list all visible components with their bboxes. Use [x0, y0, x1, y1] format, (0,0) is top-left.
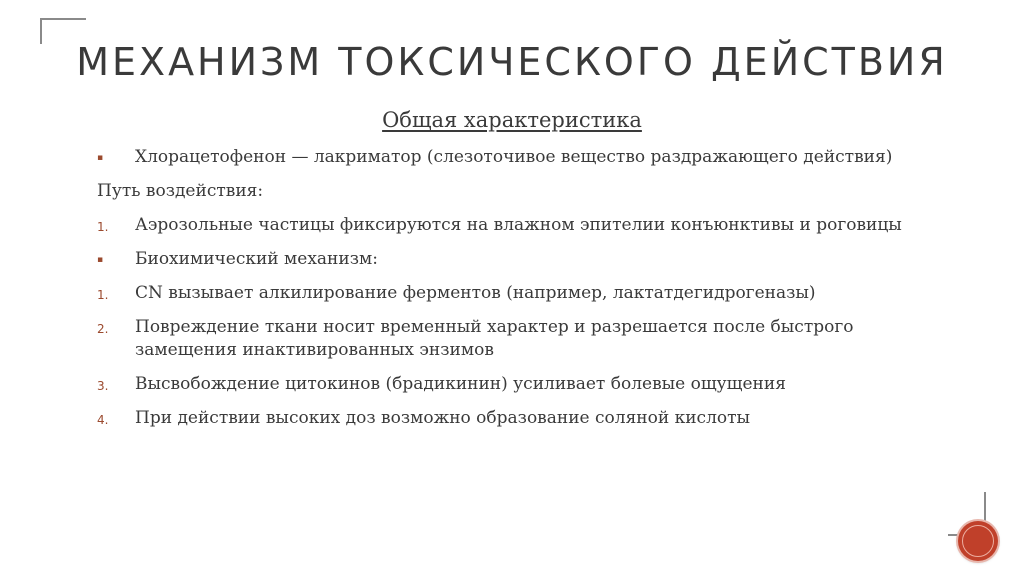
list-number: 1.: [97, 288, 109, 302]
list-item-text: Биохимический механизм:: [135, 249, 378, 269]
list-number: 4.: [97, 413, 109, 427]
list-item: [97, 214, 917, 237]
slide-subtitle: Общая характеристика: [382, 108, 642, 132]
list-item: [97, 407, 917, 430]
list-number: 1.: [97, 220, 109, 234]
bullet-icon: ▪: [97, 153, 104, 163]
list-item: [97, 180, 917, 203]
list-number: 3.: [97, 379, 109, 393]
list-item-text: Повреждение ткани носит временный характер и разрешается после быстрого замещения инактивированных энзимов: [135, 317, 854, 360]
list-item: [97, 282, 917, 305]
list-item: [97, 373, 917, 396]
list-item: [97, 316, 917, 362]
list-item: [97, 146, 917, 169]
list-item-text: При действии высоких доз возможно образование соляной кислоты: [135, 408, 751, 428]
bullet-icon: ▪: [97, 255, 104, 265]
list-item-text: Хлорацетофенон — лакриматор (слезоточивое вещество раздражающего действия): [135, 147, 893, 167]
list-item-text: CN вызывает алкилирование ферментов (например, лактатдегидрогеназы): [135, 283, 816, 303]
content-list: [97, 146, 917, 430]
slide-title: МЕХАНИЗМ ТОКСИЧЕСКОГО ДЕЙСТВИЯ: [76, 40, 948, 84]
list-item-text: Высвобождение цитокинов (брадикинин) усиливает болевые ощущения: [135, 374, 786, 394]
next-slide-button[interactable]: [958, 521, 998, 561]
list-item-text: Путь воздействия:: [97, 181, 264, 201]
list-item-text: Аэрозольные частицы фиксируются на влажном эпителии конъюнктивы и роговицы: [135, 215, 902, 235]
list-item: [97, 248, 917, 271]
list-number: 2.: [97, 322, 109, 336]
